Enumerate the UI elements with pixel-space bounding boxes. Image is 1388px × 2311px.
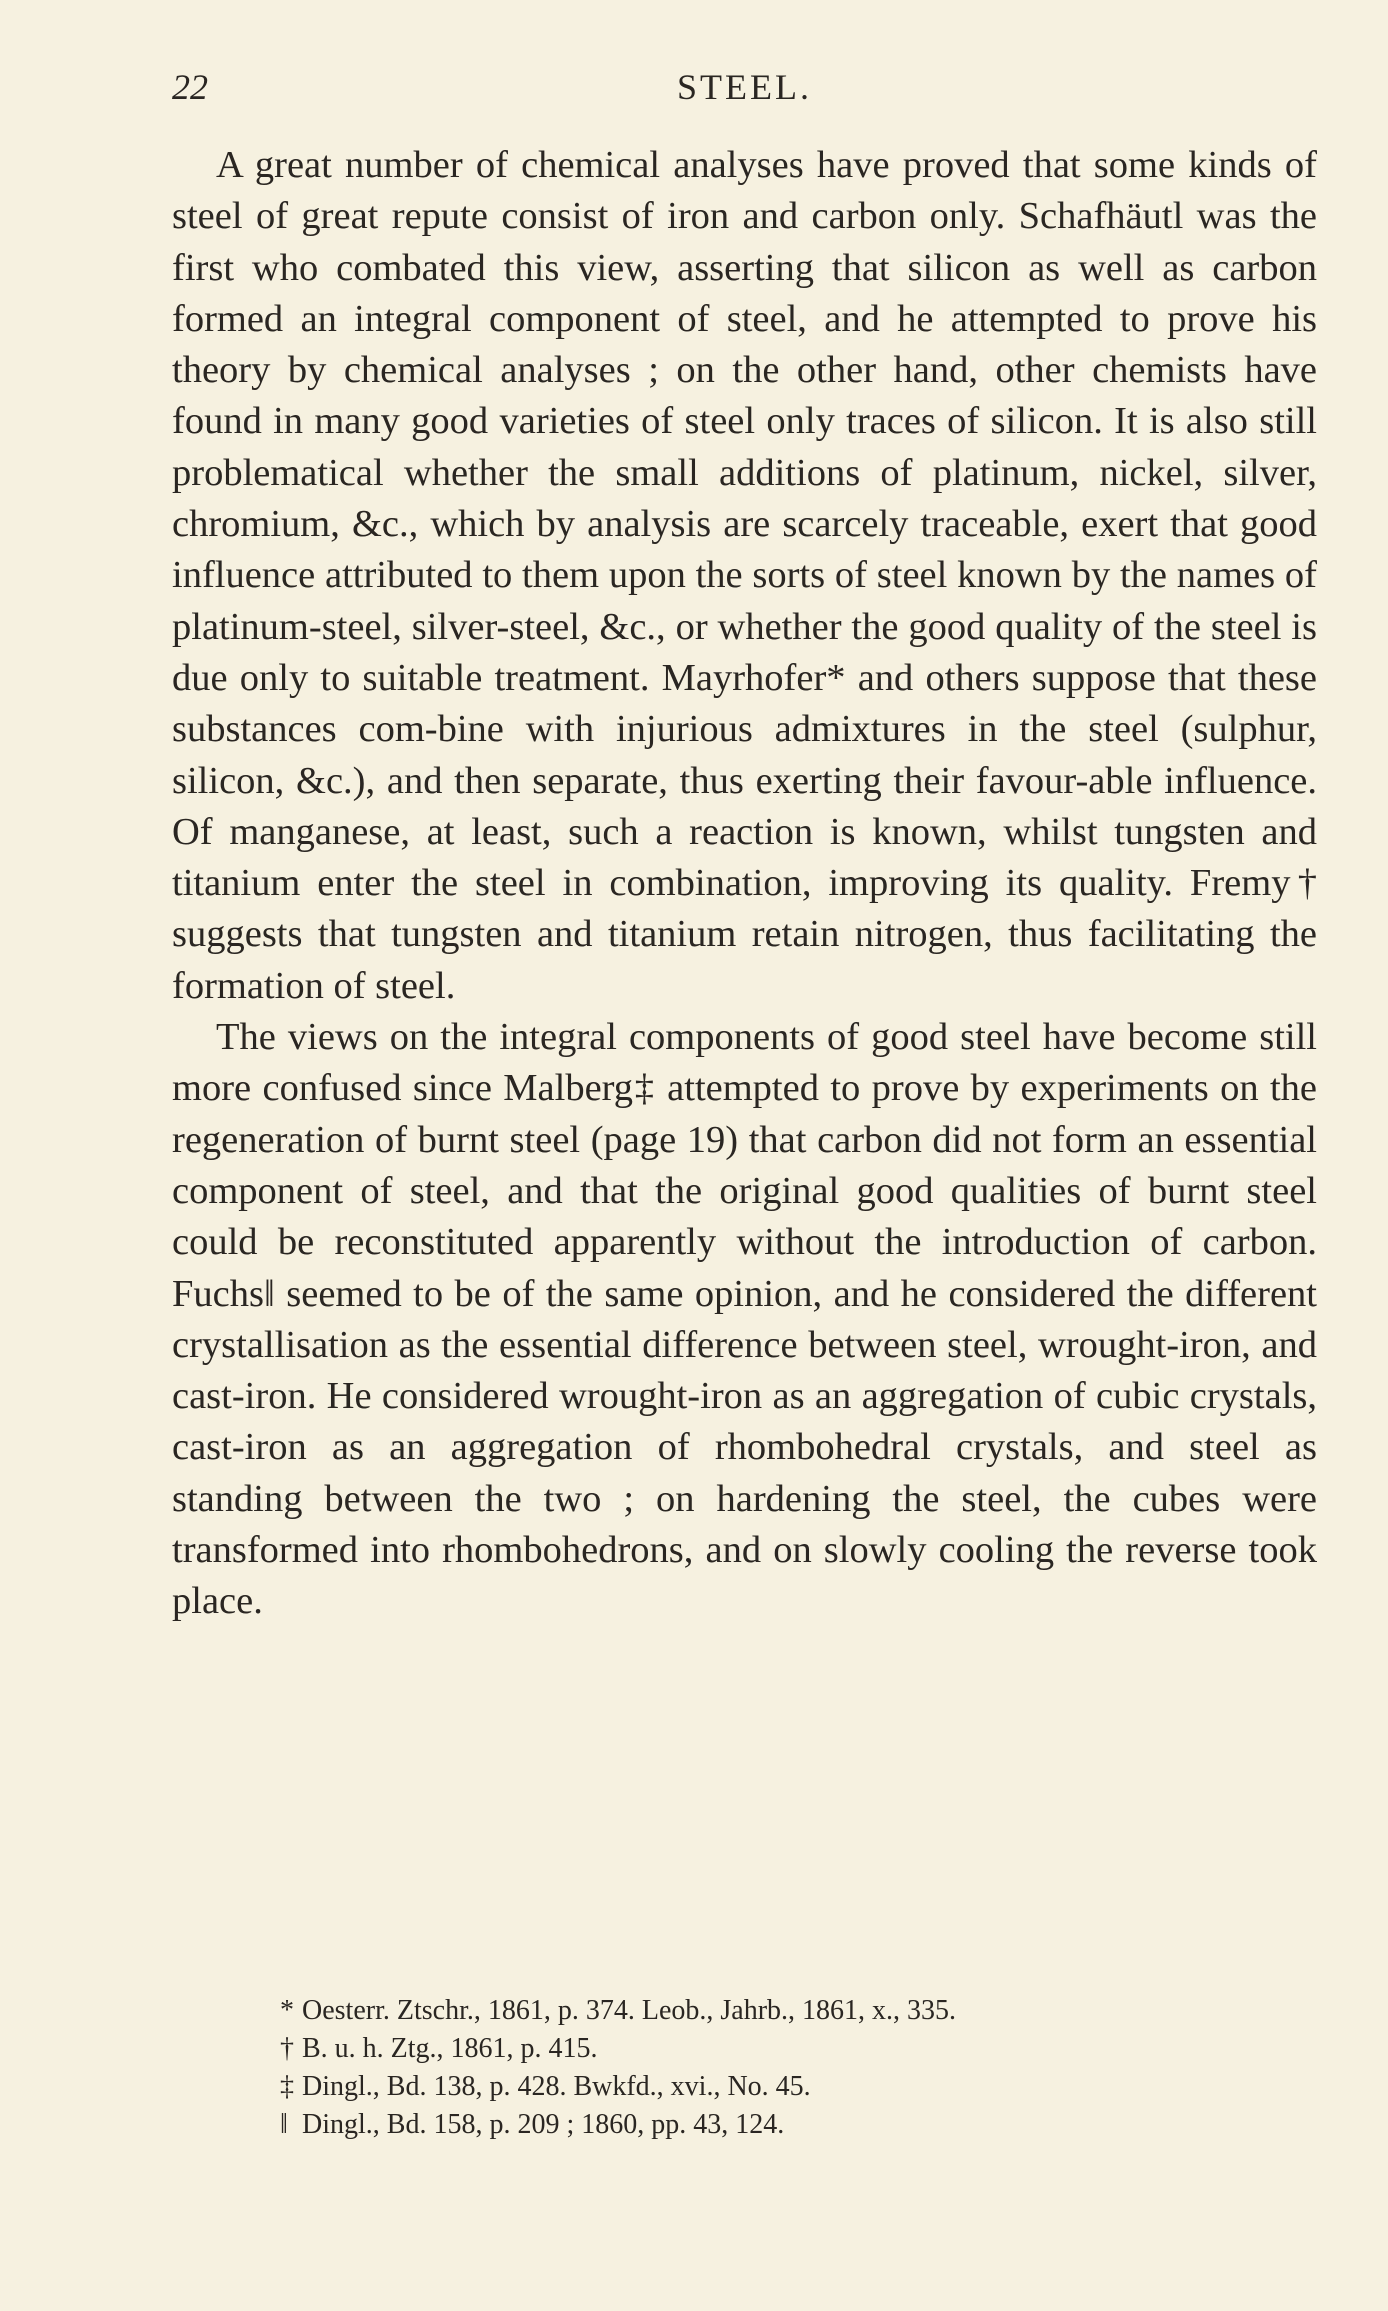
footnote-text: Oesterr. Ztschr., 1861, p. 374. Leob., Jahrb., 1861, x., 335. <box>302 1995 957 2026</box>
page-number: 22 <box>172 67 208 107</box>
footnote-mark: * <box>280 1995 294 2026</box>
footnote-mark: ‖ <box>280 2109 288 2140</box>
footnote <box>280 2030 1280 2068</box>
running-title: STEEL. <box>677 67 812 107</box>
footnote <box>280 2106 1280 2144</box>
footnote-text: Dingl., Bd. 158, p. 209 ; 1860, pp. 43, 124. <box>302 2109 785 2140</box>
footnote <box>280 1992 1280 2030</box>
paragraph: The views on the integral components of good steel have become still more confused since Malberg‡ attempted to prove by experiments on the regeneration of burnt steel (page 19) that carbon did not form an essential component of steel, and that the original good qualities of burnt steel could be reconstituted apparently without the introduction of carbon. Fuchs‖ seemed to be of the same opinion, and he considered the different crystallisation as the essential difference between steel, wrought-iron, and cast-iron. He considered wrought-iron as an aggregation of cubic crystals, cast-iron as an aggregation of rhombohedral crystals, and steel as standing between the two ; on hardening the steel, the cubes were transformed into rhombohedrons, and on slowly cooling the reverse took place. <box>172 1016 1317 1623</box>
footnote-mark: ‡ <box>280 2071 294 2102</box>
running-head <box>172 62 1317 112</box>
footnote-text: B. u. h. Ztg., 1861, p. 415. <box>302 2033 598 2064</box>
paragraph: A great number of chemical analyses have proved that some kinds of steel of great repute consist of iron and carbon only. Schafhäutl was the first who combated this view, asserting that silicon as well as carbon formed an integral component of steel, and he attempted to prove his theory by chemical analyses ; on the other hand, other chemists have found in many good varieties of steel only traces of silicon. It is also still problematical whether the small additions of platinum, nickel, silver, chromium, &c., which by analysis are scarcely traceable, exert that good influence attributed to them upon the sorts of steel known by the names of platinum-steel, silver-steel, &c., or whether the good quality of the steel is due only to suitable treatment. Mayrhofer* and others suppose that these substances com-bine with injurious admixtures in the steel (sulphur, silicon, &c.), and then separate, thus exerting their favour-able influence. Of manganese, at least, such a reaction is known, whilst tungsten and titanium enter the steel in combination, improving its quality. Fremy† suggests that tungsten and titanium retain nitrogen, thus facilitating the formation of steel. <box>172 144 1317 1007</box>
footnote <box>280 2068 1280 2106</box>
footnote-text: Dingl., Bd. 138, p. 428. Bwkfd., xvi., No. 45. <box>302 2071 811 2102</box>
footnotes <box>280 1992 1280 2144</box>
footnote-mark: † <box>280 2033 294 2064</box>
body-text <box>172 140 1317 1628</box>
